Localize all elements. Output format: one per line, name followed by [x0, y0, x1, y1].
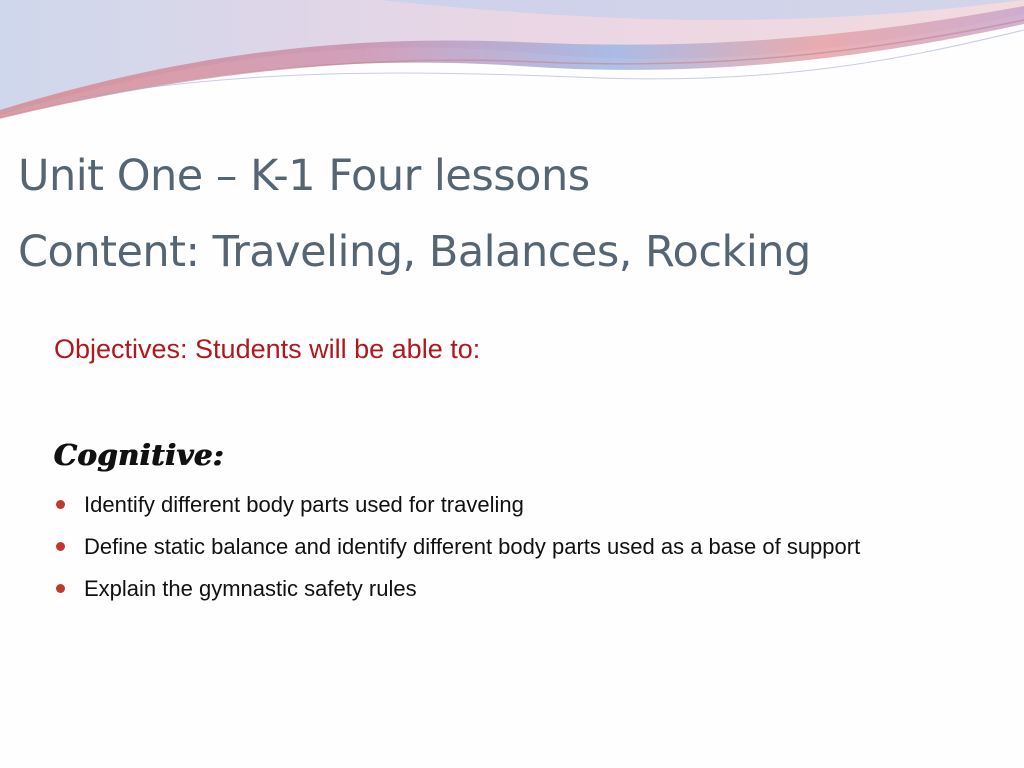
- cognitive-heading: Cognitive:: [54, 438, 225, 472]
- list-item-text: Define static balance and identify different body parts used as a base of support: [84, 534, 861, 559]
- slide-title-line-2: Content: Traveling, Balances, Rocking: [18, 227, 811, 277]
- list-item: [54, 530, 954, 563]
- slide-title-line-1: Unit One – K-1 Four lessons: [18, 151, 590, 201]
- objectives-list: [54, 488, 954, 614]
- bullet-dot-icon: [56, 542, 65, 551]
- objectives-heading: Objectives: Students will be able to:: [54, 334, 481, 364]
- bullet-dot-icon: [56, 584, 65, 593]
- list-item: [54, 488, 954, 521]
- bullet-dot-icon: [56, 500, 65, 509]
- list-item-text: Identify different body parts used for traveling: [84, 492, 524, 517]
- header-wave-decoration: [0, 0, 1024, 120]
- slide-title: [18, 138, 1008, 290]
- list-item-text: Explain the gymnastic safety rules: [84, 576, 417, 601]
- list-item: [54, 572, 954, 605]
